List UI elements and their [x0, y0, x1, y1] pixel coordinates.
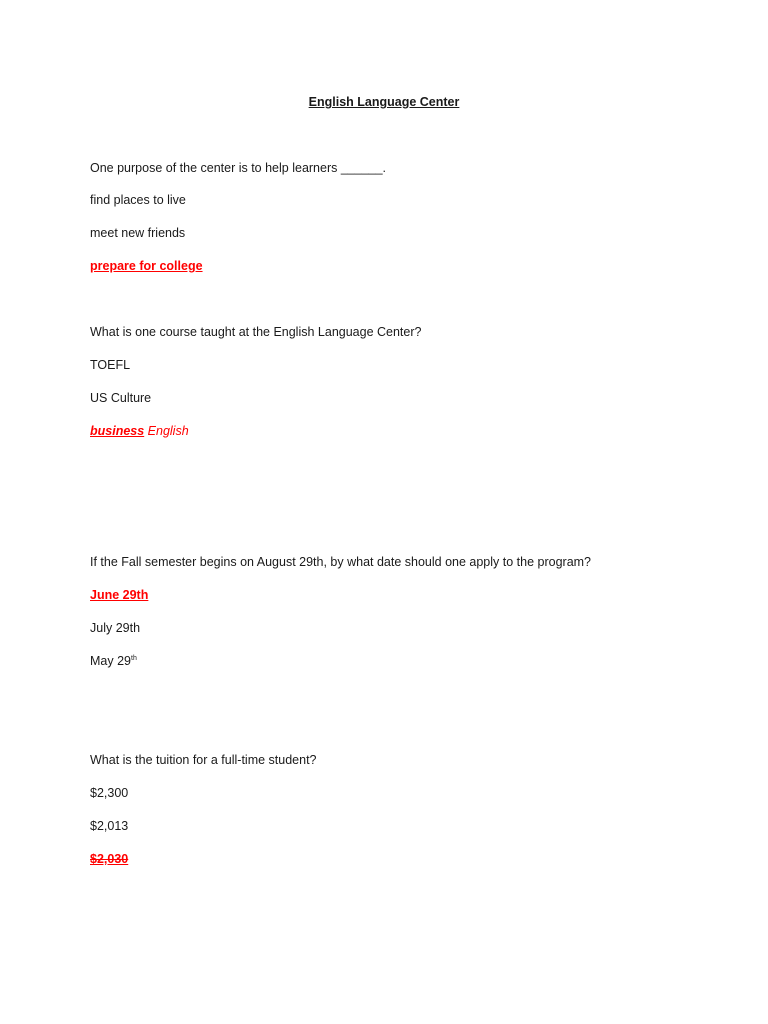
question-2-option-a: TOEFL: [90, 358, 131, 372]
question-3-text: If the Fall semester begins on August 29th, by what date should one apply to the program?: [90, 555, 592, 569]
question-3-option-c-base: May 29: [90, 654, 131, 668]
question-1-option-b: meet new friends: [90, 226, 186, 240]
question-4-option-a: $2,300: [90, 786, 129, 800]
question-1-answer: prepare for college: [90, 259, 203, 273]
question-3-option-c-suffix: th: [131, 654, 137, 662]
question-1-option-a: find places to live: [90, 193, 186, 207]
question-2-answer: [90, 423, 189, 439]
question-2-answer-emphasis: business: [90, 424, 145, 438]
question-1-text: One purpose of the center is to help learners ______.: [90, 161, 387, 175]
question-2-text: What is one course taught at the English Language Center?: [90, 325, 422, 339]
question-3-option-c: [90, 653, 137, 669]
question-2-answer-rest: English: [144, 424, 189, 438]
question-3-option-b: July 29th: [90, 621, 141, 635]
question-4-answer: $2,030: [90, 852, 129, 866]
question-2-option-b: US Culture: [90, 391, 152, 405]
question-3-answer: June 29th: [90, 588, 149, 602]
document-title: English Language Center: [308, 95, 460, 109]
question-4-option-b: $2,013: [90, 819, 129, 833]
question-4-text: What is the tuition for a full-time student?: [90, 753, 317, 767]
